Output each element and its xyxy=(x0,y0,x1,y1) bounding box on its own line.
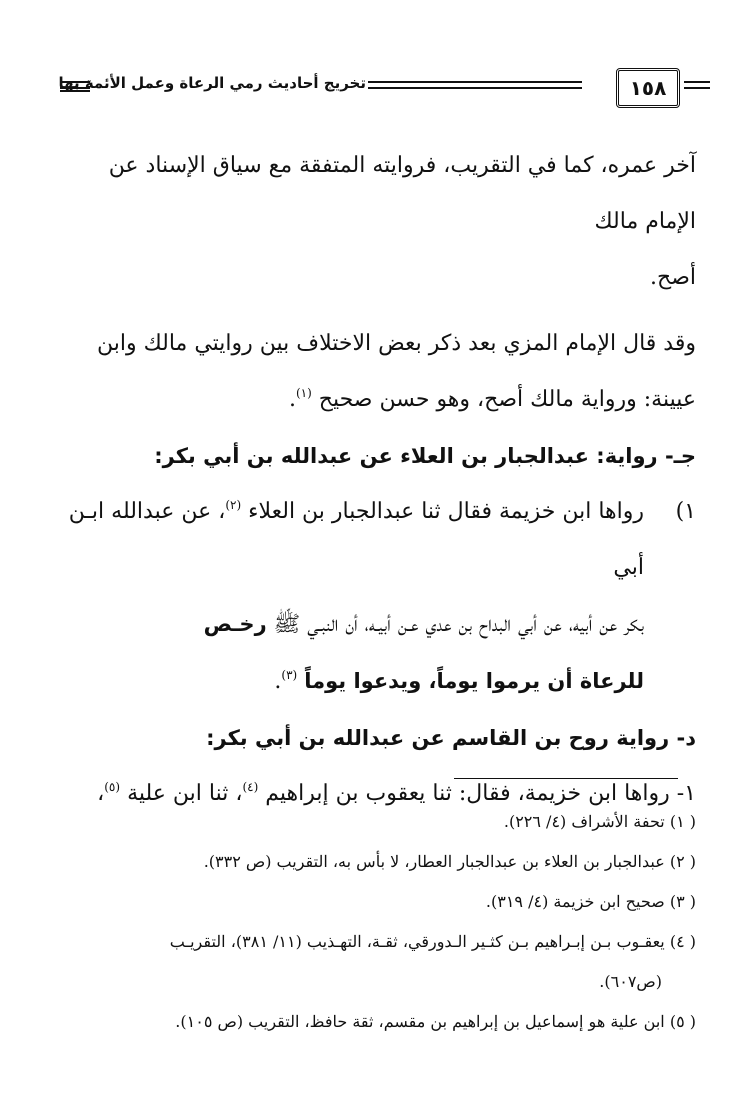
paragraph-line: أصح. xyxy=(650,265,696,290)
main-text xyxy=(62,138,696,822)
footnote-separator xyxy=(454,778,678,779)
header-rule-right xyxy=(684,81,710,89)
header-rule-middle xyxy=(368,81,582,89)
footnote: ( ٢) عبدالجبار بن العلاء بن عبدالجبار العطار، لا بأس به، التقريب (ص ٣٣٢). xyxy=(203,852,696,871)
text-run: رواها ابن خزيمة فقال ثنا عبدالجبار بن العلاء xyxy=(248,499,644,524)
paragraph-line: ١- رواها ابن خزيمة، فقال: ثنا يعقوب بن إبراهيم $^{(٤)}$، ثنا ابن علية $^{(٥)}$، xyxy=(97,780,696,806)
footnote-continuation: (ص٦٠٧). xyxy=(599,972,662,991)
section-heading-dal: د- رواية روح بن القاسم عن عبدالله بن أبي بكر: xyxy=(206,726,696,750)
footnote: ( ٥) ابن علية هو إسماعيل بن إبراهيم بن مقسم، ثقة حافظ، التقريب (ص ١٠٥). xyxy=(175,1012,696,1031)
footnote: ( ٣) صحيح ابن خزيمة (٤/ ٣١٩). xyxy=(485,892,696,911)
footnote: ( ٤) يعقـوب بـن إبـراهيم بـن كثـير الـدورقي، ثقـة، التهـذيب (١١/ ٣٨١)، التقريـب xyxy=(169,932,696,951)
footnote-ref[interactable]: (٥) xyxy=(104,780,121,794)
page-number: ١٥٨ xyxy=(616,68,680,108)
text-run-bold: للرعاة أن يرموا يوماً، ويدعوا يوماً xyxy=(304,669,644,693)
text-run: ، عن عبدالله ابـن أبي xyxy=(68,499,644,580)
footnote-ref[interactable]: (٢) xyxy=(225,498,242,512)
paragraph-line: آخر عمره، كما في التقريب، فروايته المتفقة مع سياق الإسناد عن الإمام مالك xyxy=(108,153,696,234)
paragraph-line: وقد قال الإمام المزي بعد ذكر بعض الاختلاف بين روايتي مالك وابن xyxy=(97,331,696,356)
list-item-number: ١) xyxy=(675,499,696,524)
running-title: تخريج أحاديث رمي الرعاة وعمل الأئمة بها xyxy=(58,74,366,92)
list-item: ١) رواها ابن خزيمة فقال ثنا عبدالجبار بن العلاء $^{(٢)}$، عن عبدالله ابـن أبي بكر عن أبيه، عن أبي البداح بن عدي عـن أبيـه، أن النبـي ﷺ رخـص للرعاة أن يرموا يوماً، ويدعوا يوماً $^{(٣)}$. xyxy=(62,484,696,710)
text-run: ، ثنا ابن علية xyxy=(127,781,243,806)
text-run: بكر عن أبيه، عن أبي البداح بن عدي عـن أبيـه، أن النبـي ﷺ xyxy=(273,612,644,637)
paragraph-line: عيينة: ورواية مالك أصح، وهو حسن صحيح $^{(١)}$. xyxy=(288,386,696,412)
header-rule-left xyxy=(60,81,90,89)
text-run: ١- رواها ابن خزيمة، فقال: ثنا يعقوب بن إبراهيم xyxy=(265,781,696,806)
footnote-ref[interactable]: (٤) xyxy=(242,780,259,794)
header-rule-left-thin xyxy=(60,90,90,92)
footnote: ( ١) تحفة الأشراف (٤/ ٢٢٦). xyxy=(503,812,696,831)
footnotes xyxy=(100,802,696,1042)
footnote-ref[interactable]: (١) xyxy=(295,386,312,400)
footnote-ref[interactable]: (٣) xyxy=(281,668,298,682)
text-run-bold: رخـص xyxy=(203,612,267,636)
text-run: عيينة: ورواية مالك أصح، وهو حسن صحيح xyxy=(318,387,696,412)
page-header xyxy=(50,64,710,114)
section-heading-jim: جـ- رواية: عبدالجبار بن العلاء عن عبدالله بن أبي بكر: xyxy=(154,444,696,468)
